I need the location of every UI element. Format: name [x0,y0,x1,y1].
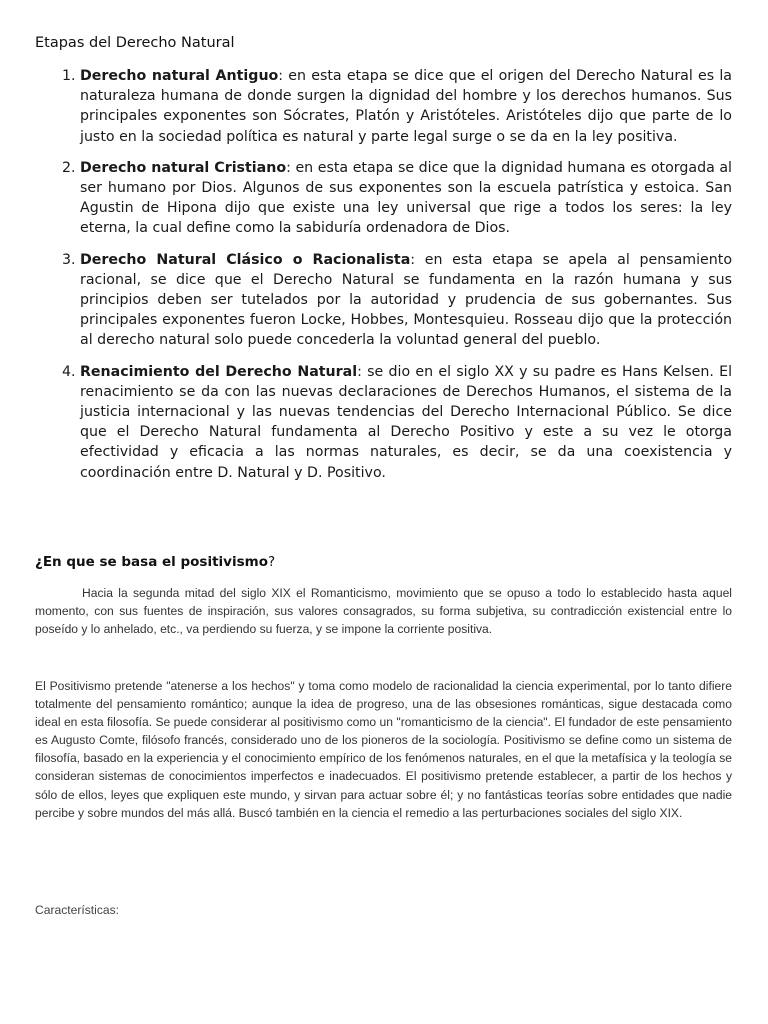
heading-etapas: Etapas del Derecho Natural [35,35,235,51]
list-item [80,66,732,147]
stages-list [35,66,732,483]
stage-text: : se dio en el siglo XX y su padre es Hans Kelsen. El renacimiento se da con las nuevas declaraciones de Derechos Humanos, el sistema de la justicia internacional y las nuevas tendencias del Derecho Internacional Público. Se dice que el Derecho Natural fundamenta al Derecho Positivo y este a su vez le otorga efectividad y eficacia a las normas naturales, es decir, se da una coexistencia y coordinación entre D. Natural y D. Positivo. [80,363,733,481]
list-item [80,158,732,239]
stage-title: Renacimiento del Derecho Natural [80,363,358,380]
stage-text: : en esta etapa se dice que el origen del Derecho Natural es la naturaleza humana de donde surgen la dignidad del hombre y los derechos humanos. Sus principales exponentes son Sócrates, Platón y Aristóteles. Aristóteles dijo que parte de lo justo en la sociedad política es natural y parte legal surge o se da en la ley positiva. [80,68,732,145]
caracteristicas-label: Características: [35,903,120,917]
stage-title: Derecho natural Cristiano [80,159,287,176]
paragraph-romanticismo: Hacia la segunda mitad del siglo XIX el Romanticismo, movimiento que se opuso a todo lo establecido hasta aquel momento, con sus fuentes de inspiración, sus valores consagrados, su forma subjetiva, su contradicción existencial entre lo poseído y lo anhelado, etc., va perdiendo su fuerza, y se impone la corriente positiva. [35,586,732,637]
list-item [80,362,732,483]
stage-text: : en esta etapa se dice que la dignidad humana es otorgada al ser humano por Dios. Algunos de sus exponentes son la escuela patrística y estoica. San Agustin de Hipona dijo que existe una ley universal que rige a todos los seres: la ley eterna, la cual define como la sabiduría ordenadora de Dios. [80,159,732,237]
list-item [80,250,732,351]
paragraph-positivismo: El Positivismo pretende "atenerse a los hechos" y toma como modelo de racionalidad la ciencia experimental, por lo tanto difiere totalmente del pensamiento romántico; aunque la idea de progreso, una de las obsesiones románticas, sigue destacada como ideal en esta filosofía. Se puede considerar al positivismo como un "romanticismo de la ciencia". El fundador de este pensamiento es Augusto Comte, filósofo francés, considerado uno de los pioneros de la sociología. Positivismo se define como un sistema de filosofía, basado en la experiencia y el conocimiento empírico de los fenómenos naturales, en el que la metafísica y la teología se consideran sistemas de conocimientos imperfectos e inadecuados. El positivismo pretende establecer, a partir de los hechos y sólo de ellos, leyes que expliquen este mundo, y sirvan para actuar sobre él; y no fantásticas teorías sobre entidades que nadie percibe y sobre mundos del más allá. Buscó también en la ciencia el remedio a las perturbaciones sociales del siglo XIX. [35,679,732,820]
heading-positivismo [35,554,275,570]
stage-title: Derecho natural Antiguo [80,68,279,84]
stage-text: : en esta etapa se apela al pensamiento racional, se dice que el Derecho Natural se fundamenta en la razón humana y sus principios deben ser tutelados por la autoridad y prudencia de sus gobernantes. Sus principales exponentes fueron Locke, Hobbes, Montesquieu. Rosseau dijo que la protección al derecho natural solo puede concederla la voluntad general del pueblo. [80,251,732,349]
heading-positivismo-text: ¿En que se basa el positivismo [35,554,268,570]
heading-positivismo-question-mark: ? [267,554,276,570]
stage-title: Derecho Natural Clásico o Racionalista [80,251,411,268]
